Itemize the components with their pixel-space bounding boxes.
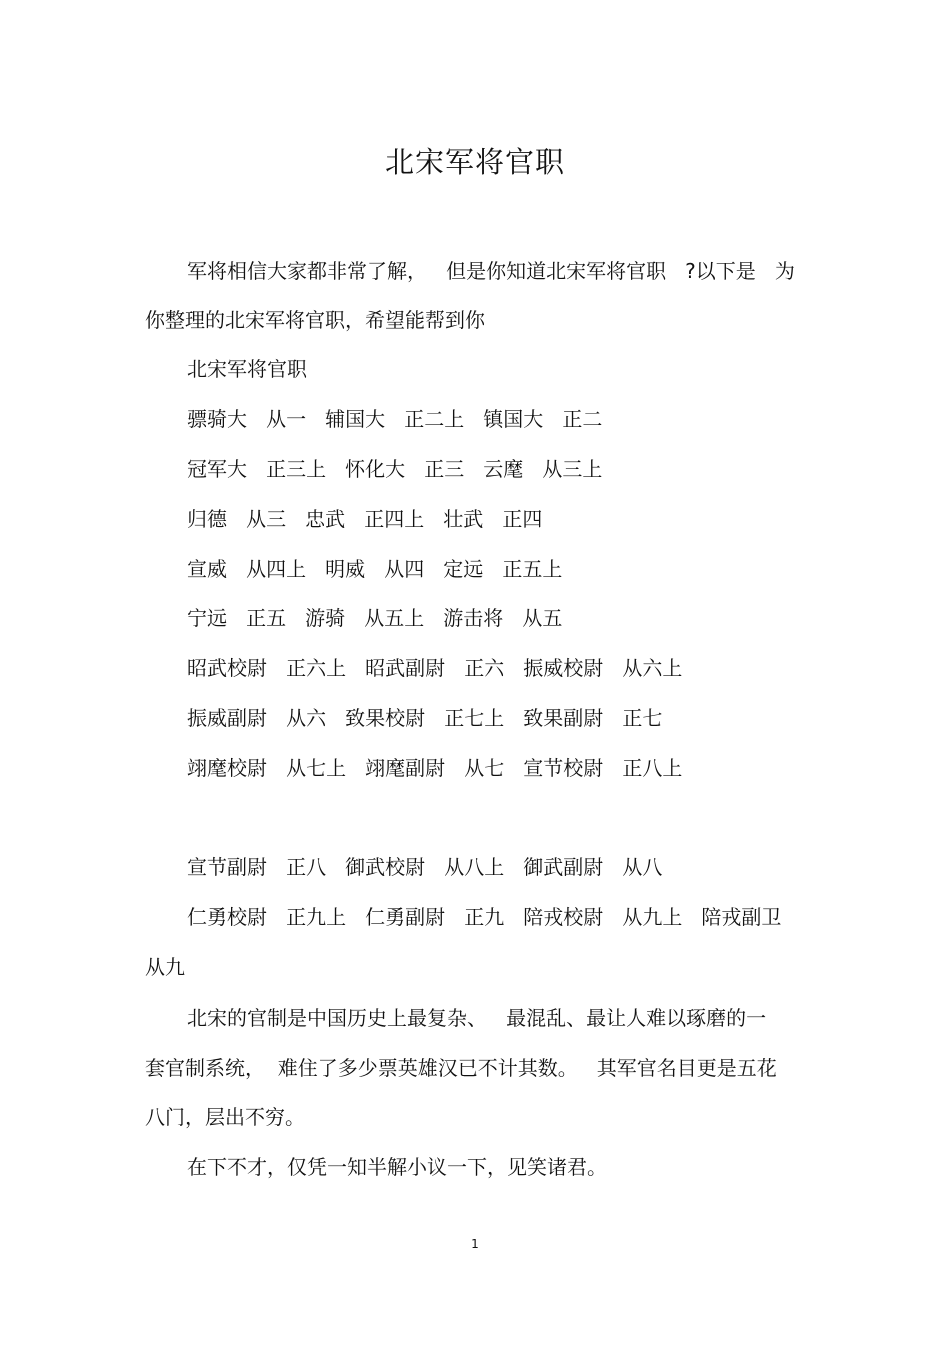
rank-line-4: 宣威 从四上 明威 从四 定远 正五上 [187,557,563,581]
closing-line: 在下不才，仅凭一知半解小议一下，见笑诸君。 [187,1155,607,1179]
section-heading: 北宋军将官职 [187,357,307,381]
commentary-line-1: 北宋的官制是中国历史上最复杂、 最混乱、最让人难以琢磨的一 [187,1006,767,1030]
rank-line-9: 宣节副尉 正八 御武校尉 从八上 御武副尉 从八 [187,855,663,879]
rank-line-8: 翊麾校尉 从七上 翊麾副尉 从七 宣节校尉 正八上 [187,756,683,780]
document-title: 北宋军将官职 [384,145,565,179]
page-number: 1 [471,1237,479,1251]
intro-line-2: 你整理的北宋军将官职，希望能帮到你 [145,308,485,332]
rank-line-2: 冠军大 正三上 怀化大 正三 云麾 从三上 [187,457,603,481]
rank-line-10-continued: 从九 [145,955,185,979]
intro-line-1: 军将相信大家都非常了解， 但是你知道北宋军将官职 ?以下是 为 [187,259,795,283]
commentary-line-3: 八门，层出不穷。 [145,1105,305,1129]
rank-line-6: 昭武校尉 正六上 昭武副尉 正六 振威校尉 从六上 [187,656,683,680]
commentary-line-2: 套官制系统， 难住了多少票英雄汉已不计其数。 其军官名目更是五花 [145,1056,777,1080]
rank-line-3: 归德 从三 忠武 正四上 壮武 正四 [187,507,543,531]
rank-line-10: 仁勇校尉 正九上 仁勇副尉 正九 陪戎校尉 从九上 陪戎副卫 [187,905,782,929]
rank-line-5: 宁远 正五 游骑 从五上 游击将 从五 [187,606,563,630]
rank-line-7: 振威副尉 从六 致果校尉 正七上 致果副尉 正七 [187,706,663,730]
rank-line-1: 骠骑大 从一 辅国大 正二上 镇国大 正二 [187,407,603,431]
